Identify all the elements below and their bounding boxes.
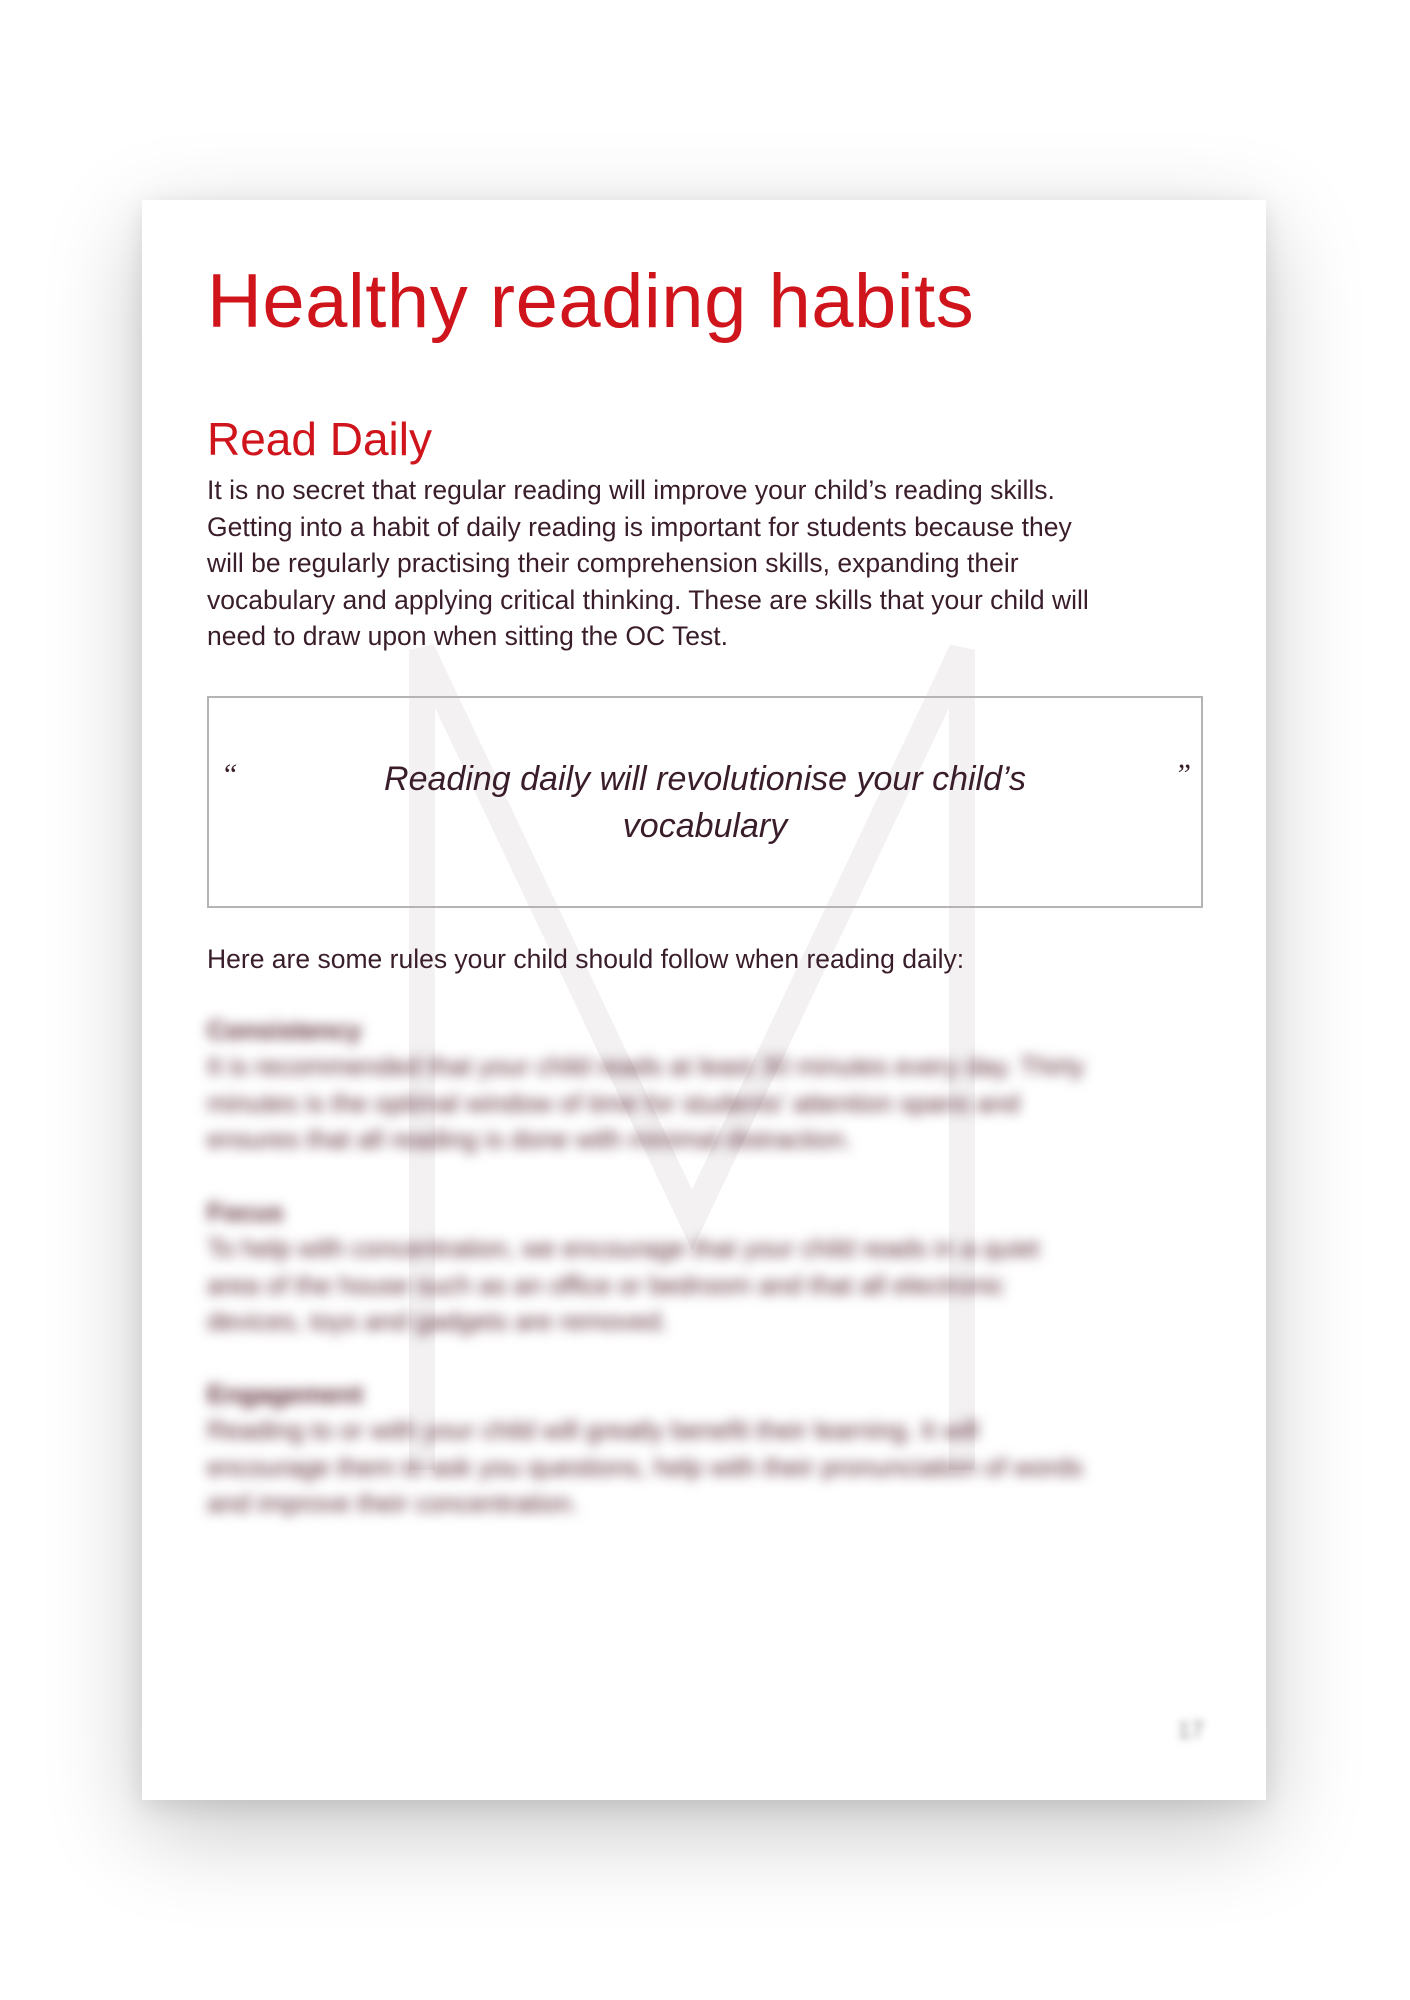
intro-line: need to draw upon when sitting the OC Test. — [207, 621, 728, 651]
intro-paragraph — [207, 472, 1207, 655]
rule-title: Engagement — [207, 1379, 364, 1409]
rule-engagement — [207, 1376, 1207, 1522]
open-quote-icon: “ — [221, 758, 238, 791]
rule-line: and improve their concentration. — [207, 1488, 579, 1518]
rule-line: area of the house such as an office or bedroom and that all electronic — [207, 1269, 1005, 1300]
rule-line: encourage them to ask you questions, help with their pronunciation of words — [207, 1451, 1083, 1482]
pull-quote-line: Reading daily will revolutionise your child’s — [384, 760, 1026, 798]
rule-consistency — [207, 1012, 1207, 1158]
intro-line: vocabulary and applying critical thinking. These are skills that your child will — [207, 584, 1089, 615]
rule-title: Focus — [207, 1197, 284, 1227]
rule-line: To help with concentration, we encourage that your child reads in a quiet — [207, 1233, 1040, 1263]
intro-line: It is no secret that regular reading will improve your child’s reading skills. — [207, 475, 1055, 505]
page-title: Healthy reading habits — [207, 259, 975, 344]
rule-line: devices, toys and gadgets are removed. — [207, 1306, 669, 1336]
intro-line: will be regularly practising their comprehension skills, expanding their — [207, 548, 1019, 578]
pull-quote-line: vocabulary — [622, 807, 788, 845]
rule-line: minutes is the optimal window of time for students' attention spans and — [207, 1087, 1020, 1118]
rules-intro-text: Here are some rules your child should follow when reading daily: — [207, 944, 965, 974]
pull-quote-text — [269, 756, 1141, 850]
page-number: 17 — [1177, 1717, 1204, 1744]
rule-title: Consistency — [207, 1015, 362, 1045]
close-quote-icon: ” — [1174, 758, 1191, 791]
rule-line: ensures that all reading is done with minimal distraction. — [207, 1124, 852, 1154]
section-heading-read-daily: Read Daily — [207, 413, 432, 465]
rule-line: Reading to or with your child will greatly benefit their learning. It will — [207, 1415, 979, 1445]
document-page — [142, 200, 1266, 1800]
rule-focus — [207, 1194, 1207, 1340]
rule-line: It is recommended that your child reads at least 30 minutes every day. Thirty — [207, 1051, 1085, 1081]
pull-quote-box — [207, 696, 1203, 908]
intro-line: Getting into a habit of daily reading is important for students because they — [207, 511, 1072, 542]
